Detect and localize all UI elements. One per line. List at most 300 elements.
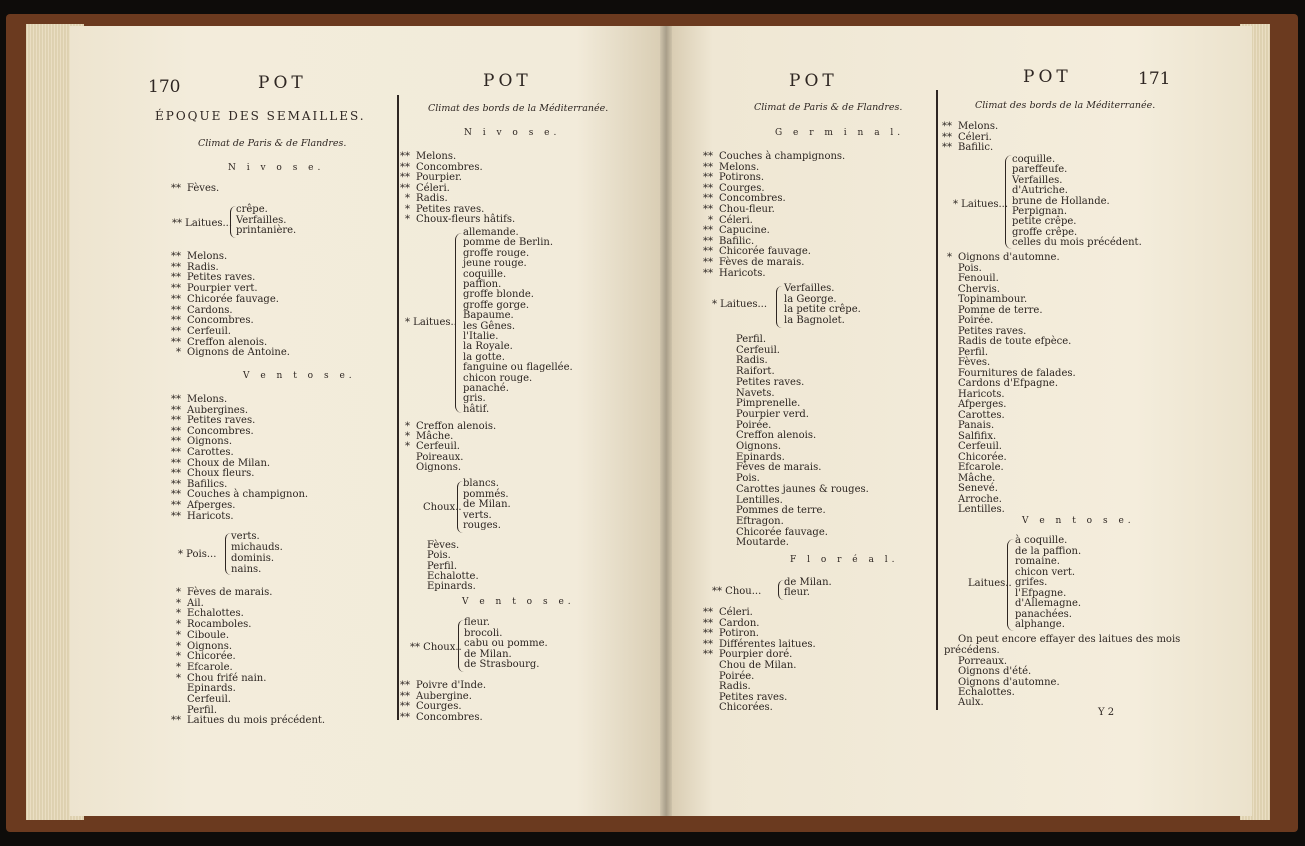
marker: ** [400,680,410,691]
brace-item: chicon rouge. [463,372,533,384]
list-item [165,405,248,416]
list-item [394,214,515,225]
marker: * [176,629,181,641]
item-text: Petites raves. [958,325,1027,337]
list-item: Pois. [736,473,760,485]
item-text: Pourpier doré. [719,649,793,661]
brace-item: michauds. [231,542,283,553]
climate-heading: Climat de Paris & de Flandres. [754,102,903,113]
list-item [936,294,1027,305]
brace-item: groffe blonde. [463,289,534,301]
item-text: Lentilles. [958,504,1005,515]
brace-item: paffion. [463,279,502,290]
brace-item: la gotte. [463,351,505,363]
list-item [165,183,219,194]
list-item [165,458,270,469]
brace-item: verts. [231,531,260,542]
list-item [936,504,1005,515]
item-text: Haricots. [187,510,234,522]
item-text: Chicorée fauvage. [719,246,811,258]
running-head: POT [483,71,532,91]
list-item [697,225,770,236]
marker: ** [703,649,713,661]
item-text: Arroche. [958,493,1002,505]
brace-item: petite crêpe. [1012,216,1077,228]
list-item [936,389,1005,400]
item-text: Haricots. [719,267,766,279]
list-item: Eftragon. [736,515,784,527]
list-item [165,662,233,673]
brace-item: grifes. [1015,577,1048,588]
brace-label: Laitues.. [968,578,1012,589]
item-text: Concombres. [416,161,483,173]
item-text: Radis. [416,193,448,204]
list-item [936,494,1002,505]
list-item: Petites raves. [736,376,805,388]
brace-item: blancs. [463,478,499,489]
brace-item: hâtif. [463,403,490,415]
item-text: Epinards. [187,683,236,695]
item-text: Topinambour. [958,294,1028,305]
item-text: Creffon alenois. [187,336,268,348]
list-item [165,598,204,609]
marker: ** [400,701,410,712]
item-text: Epinards. [427,581,476,593]
page-number-right: 171 [1138,69,1171,89]
item-text: Melons. [187,394,228,405]
climate-heading: Climat de Paris & de Flandres. [198,138,347,149]
item-text: Fèves. [958,357,991,368]
list-item [936,305,1043,316]
list-item [936,399,1006,410]
list-item [697,607,753,618]
brace-item: cabu ou pomme. [464,638,548,649]
brace-item: de Milan. [463,499,511,510]
item-text: Pourpier vert. [187,283,258,295]
list-item: Porreaux. [958,656,1008,667]
item-text: Fenouil. [958,273,999,284]
month-heading: N i v o s e. [464,128,561,138]
item-text: Efcarole. [187,661,233,673]
item-text: Carottes. [187,447,234,458]
list-item: Moutarde. [736,537,789,549]
list-item: Carottes jaunes & rouges. [736,483,869,495]
brace-item: brocoli. [464,627,503,639]
brace-item: de Milan. [784,577,832,588]
item-text: Chervis. [958,283,1000,295]
list-item [165,436,232,447]
list-item [936,121,998,132]
list-item [697,193,786,204]
brace-item: crêpe. [236,204,268,215]
item-text: Potiron. [719,628,759,640]
list-item [165,511,234,522]
marker: ** [400,690,410,702]
list-item [165,394,227,405]
marker: ** [703,638,713,650]
marker: * [176,597,181,609]
marker: ** [171,478,181,490]
marker: ** [171,325,181,337]
list-item: Poirée. [736,419,772,431]
item-text: Fèves. [187,183,220,194]
item-text: Aubergine. [416,690,472,702]
item-text: Cardons d'Efpagne. [958,378,1059,389]
list-item [165,468,255,479]
marker: * [176,619,181,631]
list-item [936,252,1060,263]
item-text: Cerfeuil. [416,441,460,453]
item-text: Potirons. [719,172,765,184]
item-text: Aubergines. [187,404,249,416]
month-heading: V e n t o s e. [462,597,575,607]
marker: ** [703,267,713,279]
item-text: Fèves de marais. [187,587,273,598]
marker: ** [171,436,181,448]
list-item: Raifort. [736,366,775,378]
list-item [165,683,236,694]
brace-item: groffe gorge. [463,299,530,311]
marker: ** [400,151,410,162]
item-text: Céleri. [719,607,753,618]
marker: ** [171,304,181,316]
item-text: Chou de Milan. [719,660,797,671]
marker: * [405,441,410,453]
list-item [697,671,754,682]
brace-item: celles du mois précédent. [1012,237,1142,249]
list-item [165,262,219,273]
item-text: Cardons. [187,304,233,316]
marker: * [176,672,181,684]
item-text: Afperges. [187,500,236,511]
marker: * [176,587,181,598]
brace-item: de la paffion. [1015,545,1082,557]
list-item [165,294,279,305]
marker: ** [171,394,181,405]
item-text: Couches à champignons. [719,151,846,162]
brace-item: dominis. [231,553,275,564]
month-heading: N i v o s e. [228,163,325,173]
month-heading: G e r m i n a l. [775,128,905,138]
marker: ** [703,628,713,640]
brace-label: * Pois... [178,549,217,560]
item-text: Céleri. [719,214,753,226]
list-item: Creffon alenois. [736,430,817,442]
item-text: Salfifix. [958,430,997,442]
marker: ** [703,151,713,162]
list-item [394,204,484,215]
list-item [697,639,816,650]
list-item [165,347,290,358]
list-item [936,326,1026,337]
item-text: Céleri. [958,131,992,143]
marker: ** [171,251,181,262]
list-item [936,483,998,494]
item-text: Différentes laitues. [719,638,816,650]
list-item [394,151,456,162]
item-text: Bafilics. [187,478,228,490]
item-text: Melons. [416,151,457,162]
list-item [936,284,1000,295]
item-text: Concombres. [719,193,786,205]
item-text: Cerfeuil. [187,694,231,705]
list-item [165,326,231,337]
list-item [697,162,759,173]
item-text: Efcarole. [958,462,1004,473]
list-item [165,315,254,326]
month-heading: V e n t o s e. [243,371,356,381]
list-item [697,268,766,279]
marker: ** [703,193,713,205]
marker: * [405,203,410,215]
list-item [165,587,272,598]
item-text: Cardon. [719,617,760,629]
marker: ** [400,182,410,194]
brace-item: panaché. [463,383,509,394]
item-text: Oignons de Antoine. [187,347,290,359]
book-gutter [660,26,672,816]
item-text: Cerfeuil. [958,441,1002,452]
signature-mark: Y 2 [1098,707,1115,718]
list-item [936,315,993,326]
list-item [165,608,244,619]
item-text: Chou frifé nain. [187,672,267,684]
item-text: Pois. [427,550,451,562]
marker: ** [703,225,713,237]
list-item [697,660,796,671]
item-text: Laitues du mois précédent. [187,715,326,727]
climate-heading: Climat des bords de la Méditerranée. [428,103,609,114]
item-text: Echalotte. [427,570,479,582]
running-head: POT [258,73,307,93]
list-item [697,681,751,692]
brace-item: groffe rouge. [463,247,530,259]
item-text: Capucine. [719,225,770,237]
brace-item: brune de Hollande. [1012,195,1110,207]
item-text: Rocamboles. [187,619,252,631]
section-title: ÉPOQUE DES SEMAILLES. [155,109,366,123]
brace-item: coquille. [463,268,507,280]
marker: ** [703,161,713,173]
list-item [697,618,759,629]
marker: ** [400,172,410,183]
marker: * [405,431,410,443]
brace-item: à coquille. [1015,535,1068,546]
list-item [936,410,1005,421]
brace [455,233,462,413]
list-item: Epinards. [736,451,785,463]
brace-item: de Milan. [464,648,512,660]
marker: ** [171,510,181,522]
marker: ** [703,172,713,184]
brace-item: pommés. [463,488,509,500]
brace-item: rouges. [463,520,501,531]
list-item [936,420,994,431]
brace-item: d'Autriche. [1012,185,1068,197]
marker: ** [703,257,713,268]
item-text: Melons. [187,251,228,262]
list-item [165,283,258,294]
marker: ** [171,425,181,437]
left-page [70,26,666,816]
list-item: Pimprenelle. [736,398,801,410]
list-item [394,701,462,712]
list-item [936,431,996,442]
marker: ** [171,315,181,327]
item-text: Bafilic. [958,142,994,153]
brace [1005,155,1012,249]
marker: * [708,214,713,226]
list-item [936,273,999,284]
marker: ** [703,246,713,258]
brace-item: d'Allemagne. [1015,598,1082,609]
month-heading: V e n t o s e. [1022,516,1135,526]
item-text: Mâche. [958,472,996,484]
list-item [936,263,982,274]
list-item [165,715,325,726]
brace-item: de Strasbourg. [464,659,540,670]
list-item [165,641,232,652]
item-text: Poirée. [958,315,994,326]
marker: ** [171,272,181,284]
item-text: Concombres. [416,711,483,723]
list-item [697,692,787,703]
item-text: Radis. [187,261,219,273]
list-item [394,162,483,173]
item-text: Haricots. [958,388,1005,400]
marker: ** [171,183,181,194]
list-item [936,132,992,143]
list-item [697,236,754,247]
list-item [936,368,1076,379]
marker: ** [703,235,713,247]
list-item [697,183,765,194]
item-text: Senevé. [958,483,998,494]
brace-item: pomme de Berlin. [463,237,554,249]
brace-item: la petite crêpe. [784,304,861,315]
closing-note: On peut encore effayer des laitues des mois [958,634,1181,645]
item-text: Oignons. [187,640,233,652]
list-item [936,473,995,484]
brace-item: fleur. [464,617,490,628]
list-item [165,447,234,458]
list-item [936,441,1002,452]
item-text: Fèves de marais. [719,257,805,268]
brace-item: chicon vert. [1015,566,1076,578]
list-item [936,336,1071,347]
list-item: Fèves de marais. [736,462,822,474]
brace-item: pareffeufe. [1012,164,1068,176]
list-item [936,462,1004,473]
item-text: Perfil. [958,346,989,358]
list-item [394,712,483,723]
brace-item: nains. [231,564,262,575]
list-item [697,172,764,183]
list-item [165,251,227,262]
marker: ** [171,415,181,427]
item-text: Couches à champignon. [187,489,309,501]
list-item [165,272,255,283]
item-text: Melons. [958,121,999,132]
list-item [405,581,476,592]
marker: ** [703,617,713,629]
list-item: Pommes de terre. [736,505,826,517]
item-text: Petites raves. [416,203,485,215]
brace-item: Verfailles. [236,214,287,226]
closing-note: précédens. [944,645,1000,656]
marker: * [176,661,181,673]
brace-item: romaine. [1015,556,1060,567]
list-item [165,415,255,426]
list-item [936,357,990,368]
marker: ** [171,447,181,458]
item-text: Petites raves. [187,272,256,284]
list-item [165,426,254,437]
marker: ** [942,142,952,153]
brace-item: l'Italie. [463,331,499,342]
marker: ** [171,715,181,727]
item-text: Pomme de terre. [958,304,1043,316]
running-head: POT [789,71,838,91]
list-item [394,172,462,183]
list-item [394,680,486,691]
brace-item: verts. [463,509,492,521]
list-item [165,651,236,662]
list-item [394,183,450,194]
brace-item: la George. [784,293,837,305]
brace-item: printanière. [236,225,297,236]
marker: ** [171,336,181,348]
item-text: Afperges. [958,399,1007,410]
list-item: Perfil. [736,334,767,345]
item-text: Céleri. [416,182,450,194]
marker: ** [171,293,181,305]
list-item [697,702,773,713]
item-text: Pourpier. [416,172,462,183]
brace-label: * Laitues... [712,299,768,310]
list-item: Oignons d'été. [958,666,1032,678]
item-text: Chicorées. [719,702,773,714]
list-item: Navets. [736,387,775,399]
brace [776,286,782,328]
brace-item: Verfailles. [784,283,835,294]
running-head: POT [1023,67,1072,87]
item-text: Panais. [958,420,995,431]
list-item [165,500,235,511]
list-item [165,305,233,316]
item-text: Choux fleurs. [187,468,255,480]
list-item [394,193,448,204]
list-item [936,347,988,358]
marker: * [947,252,952,263]
item-text: Concombres. [187,315,254,327]
brace-item: allemande. [463,227,519,238]
brace-item: fanguine ou flagellée. [463,362,573,374]
list-item: Cerfeuil. [736,344,780,356]
item-text: Choux de Milan. [187,457,271,469]
page-number-left: 170 [148,77,181,97]
marker: ** [171,489,181,501]
brace-item: jeune rouge. [463,258,527,270]
item-text: Radis de toute efpèce. [958,336,1072,347]
brace-label: * Laitues.. [405,317,457,328]
marker: ** [942,121,952,132]
brace-item: coquille. [1012,154,1056,165]
item-text: Fèves. [427,540,460,551]
item-text: Oignons. [416,461,462,473]
item-text: Oignons d'automne. [958,252,1060,263]
item-text: Petites raves. [187,415,256,427]
